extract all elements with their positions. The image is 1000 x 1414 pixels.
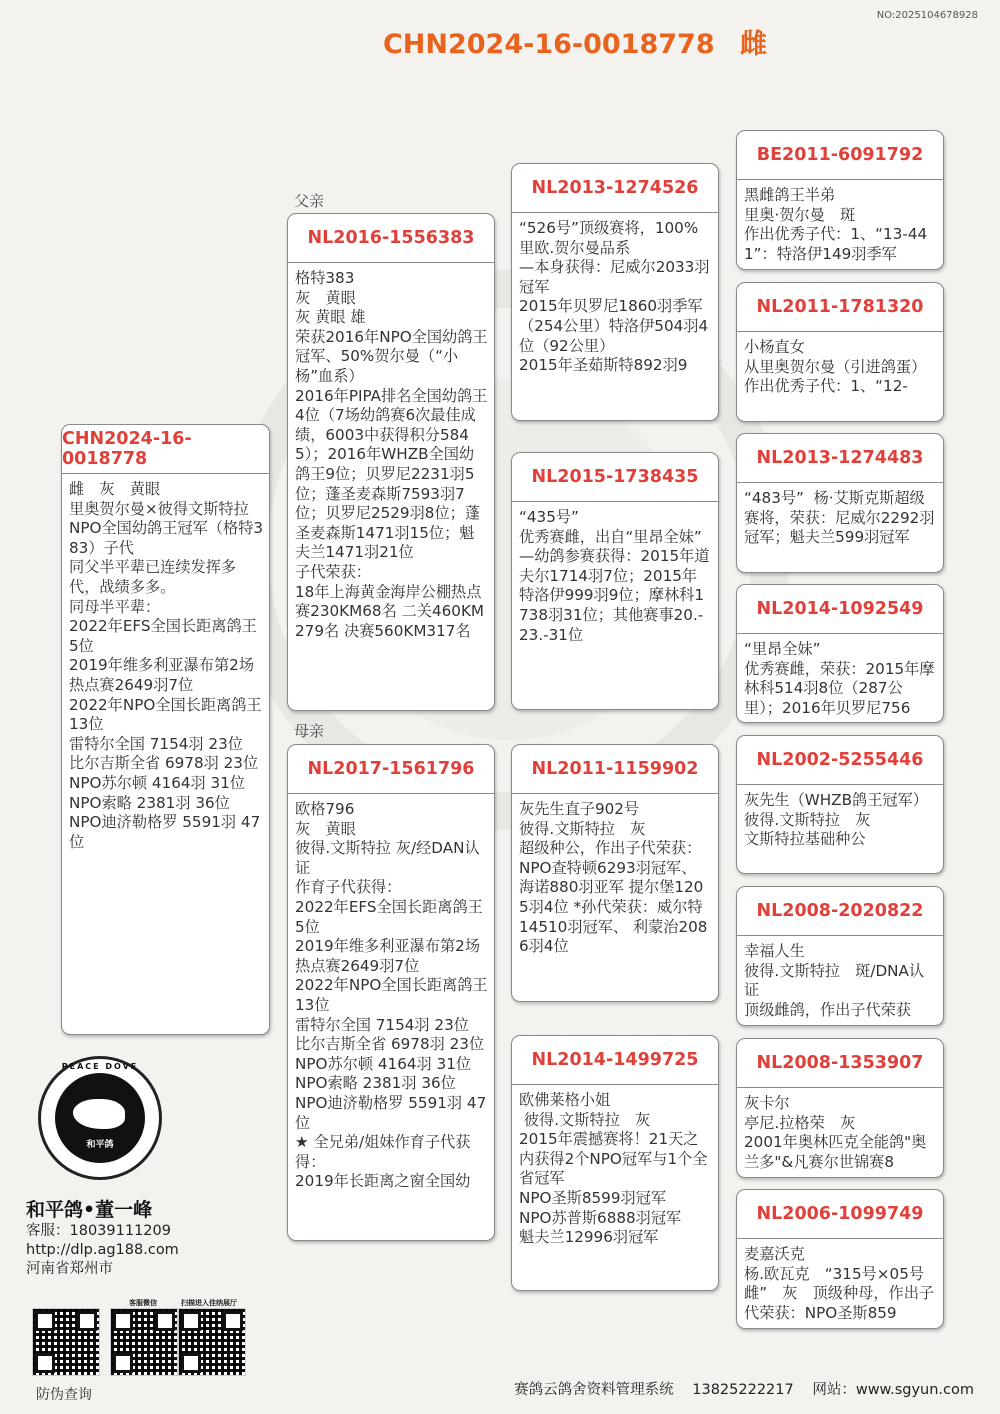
great-grandparent-card xyxy=(736,130,944,270)
great-grandparent-details: 麦嘉沃克 杨.欧瓦克 “315号×05号雌” 灰 顶级种母，作出子代荣获：NPO圣斯859 xyxy=(744,1245,935,1322)
grandparent-ring: NL2013-1274526 xyxy=(512,164,718,213)
grandparent-details: “526号”顶级赛将，100%里欧.贺尔曼品系 —本身获得：尼威尔2033羽冠军 2015年贝罗尼1860羽季军（254公里）特洛伊504羽4位（92公里） 2015年圣茹斯特892羽9 xyxy=(519,219,710,375)
great-grandparent-ring: NL2011-1781320 xyxy=(737,283,943,332)
dam-ring: NL2017-1561796 xyxy=(288,745,494,794)
dam-label: 母亲 xyxy=(294,722,325,740)
sire-ring: NL2016-1556383 xyxy=(288,214,494,263)
logo-cn-text: 和平鸽 xyxy=(86,1140,114,1150)
subject-details: 雌 灰 黄眼 里奥贺尔曼×彼得文斯特拉 NPO全国幼鸽王冠军（格特383）子代 同父半平辈已连续发挥多代，战绩多多。 同母半平辈： 2022年EFS全国长距离鸽王5位 2019年维多利亚瀑布第2场热点赛2649羽7位 2022年NPO全国长距离鸽王13位 雷特尔全国 7154羽 23位 比尔吉斯全省 6978羽 23位 NPO苏尔顿 4164羽 31位 NPO索略 2381羽 36位 NPO迪济勒格罗 5591羽 47位 xyxy=(69,480,264,851)
title-ring: CHN2024-16-0018778 xyxy=(382,29,715,60)
great-grandparent-card xyxy=(736,1189,944,1329)
great-grandparent-card xyxy=(736,584,944,723)
sire-details: 格特383 灰 黄眼 灰 黄眼 雄 荣获2016年NPO全国幼鸽王冠军、50%贺尔曼（“小杨”血系） 2016年PIPA排名全国幼鸽王4位（7场幼鸽赛6次最佳成绩，6003中获得积分5845）；2016年WHZB全国幼鸽王9位；贝罗尼2231羽5位；蓬圣麦森斯7593羽7位；贝罗尼2529羽8位；蓬圣麦森斯1471羽15位；魁夫兰1471羽21位 子代荣获： 18年上海黄金海岸公棚热点赛230KM68名 二关460KM279名 决赛560KM317名 xyxy=(295,269,488,640)
grandparent-card xyxy=(511,744,719,1002)
grandparent-card xyxy=(511,163,719,421)
dam-card xyxy=(287,744,495,1241)
great-grandparent-details: “483号” 杨·艾斯克斯超级赛将，荣获：尼威尔2292羽冠军；魁夫兰599羽冠军 xyxy=(744,489,935,547)
sire-label: 父亲 xyxy=(294,192,325,210)
great-grandparent-card xyxy=(736,1038,944,1178)
great-grandparent-details: 灰卡尔 亭尼.拉格荣 灰 2001年奥林匹克全能鸽"奥兰多"&凡赛尔世锦赛8 xyxy=(744,1094,927,1171)
anti-fake-qr-code[interactable] xyxy=(32,1308,100,1376)
subject-card xyxy=(61,424,270,1035)
grandparent-details: 欧佛莱格小姐 彼得.文斯特拉 灰 2015年震撼赛将！21天之内获得2个NPO冠军与1个全省冠军 NPO圣斯8599羽冠军 NPO苏普斯6888羽冠军 魁夫兰12996羽冠军 xyxy=(519,1091,708,1247)
great-grandparent-details: 小杨直女 从里奥贺尔曼（引进鸽蛋） 作出优秀子代：1、“12- xyxy=(744,338,927,396)
grandparent-details: 灰先生直子902号 彼得.文斯特拉 灰 超级种公，作出子代荣获：NPO查特顿6293羽冠军、 海诺880羽亚军 提尔堡1205羽4位 *孙代荣获：威尔特14510羽冠军、 利蒙治2086羽4位 xyxy=(519,800,708,956)
footer-system: 赛鸽云鸽舍资料管理系统 xyxy=(514,1382,674,1398)
dam-details: 欧格796 灰 黄眼 彼得.文斯特拉 灰/经DAN认证 作育子代获得： 2022年EFS全国长距离鸽王5位 2019年维多利亚瀑布第2场热点赛2649羽7位 2022年NPO全国长距离鸽王13位 雷特尔全国 7154羽 23位 比尔吉斯全省 6978羽 23位 NPO苏尔顿 4164羽 31位 NPO索略 2381羽 36位 NPO迪济勒格罗 5591羽 47位 ★ 全兄弟/姐妹作育子代获得： 2019年长距离之窗全国幼 xyxy=(295,800,488,1191)
great-grandparent-ring: NL2006-1099749 xyxy=(737,1190,943,1239)
footer-phone: 13825222217 xyxy=(692,1382,794,1398)
grandparent-card xyxy=(511,452,719,710)
great-grandparent-ring: NL2008-1353907 xyxy=(737,1039,943,1088)
qr-label-showroom: 扫描进入佳纳展厅 xyxy=(181,1299,237,1307)
page-title xyxy=(0,22,1000,61)
great-grandparent-ring: NL2002-5255446 xyxy=(737,736,943,785)
loft-name: 和平鸽•董一峰 xyxy=(26,1199,153,1221)
grandparent-ring: NL2014-1499725 xyxy=(512,1036,718,1085)
anti-fake-label: 防伪查询 xyxy=(36,1387,92,1403)
peace-dove-logo xyxy=(38,1056,162,1180)
contact-block xyxy=(26,1198,179,1279)
grandparent-card xyxy=(511,1035,719,1291)
great-grandparent-card xyxy=(736,282,944,422)
service-wechat-qr-code[interactable] xyxy=(110,1308,178,1376)
grandparent-ring: NL2011-1159902 xyxy=(512,745,718,794)
great-grandparent-details: 黑雌鸽王半弟 里奥·贺尔曼 斑 作出优秀子代：1、“13-441”：特洛伊149羽季军 xyxy=(744,186,928,263)
contact-phone: 客服：18039111209 xyxy=(26,1223,171,1239)
great-grandparent-ring: NL2014-1092549 xyxy=(737,585,943,634)
footer xyxy=(0,1378,974,1399)
title-sex: 雌 xyxy=(740,29,768,60)
contact-address: 河南省郑州市 xyxy=(26,1261,113,1277)
great-grandparent-details: “里昂全妹” 优秀赛雌，荣获：2015年摩林科514羽8位（287公里）；2016年贝罗尼756 xyxy=(744,640,935,717)
great-grandparent-details: 幸福人生 彼得.文斯特拉 斑/DNA认证 顶级雌鸽，作出子代荣获 xyxy=(744,942,925,1019)
document-number: NO:2025104678928 xyxy=(876,10,978,21)
great-grandparent-ring: NL2008-2020822 xyxy=(737,887,943,936)
great-grandparent-card xyxy=(736,735,944,874)
contact-url[interactable]: http://dlp.ag188.com xyxy=(26,1242,179,1258)
showroom-qr-code[interactable] xyxy=(178,1308,246,1376)
great-grandparent-card xyxy=(736,886,944,1026)
great-grandparent-ring: BE2011-6091792 xyxy=(737,131,943,180)
subject-ring: CHN2024-16-0018778 xyxy=(62,425,269,474)
qr-label-service: 客服微信 xyxy=(129,1299,157,1307)
logo-arc-text: PEACE DOVE xyxy=(61,1062,139,1071)
great-grandparent-ring: NL2013-1274483 xyxy=(737,434,943,483)
grandparent-details: “435号” 优秀赛雌，出自“里昂全妹” —幼鸽参赛获得：2015年道夫尔1714羽7位；2015年特洛伊999羽9位；摩林科1738羽31位；其他赛事20.-23.-31位 xyxy=(519,508,710,644)
footer-site[interactable]: 网站：www.sgyun.com xyxy=(812,1382,974,1398)
grandparent-ring: NL2015-1738435 xyxy=(512,453,718,502)
sire-card xyxy=(287,213,495,711)
great-grandparent-details: 灰先生（WHZB鸽王冠军） 彼得.文斯特拉 灰 文斯特拉基础种公 xyxy=(744,791,928,849)
great-grandparent-card xyxy=(736,433,944,573)
